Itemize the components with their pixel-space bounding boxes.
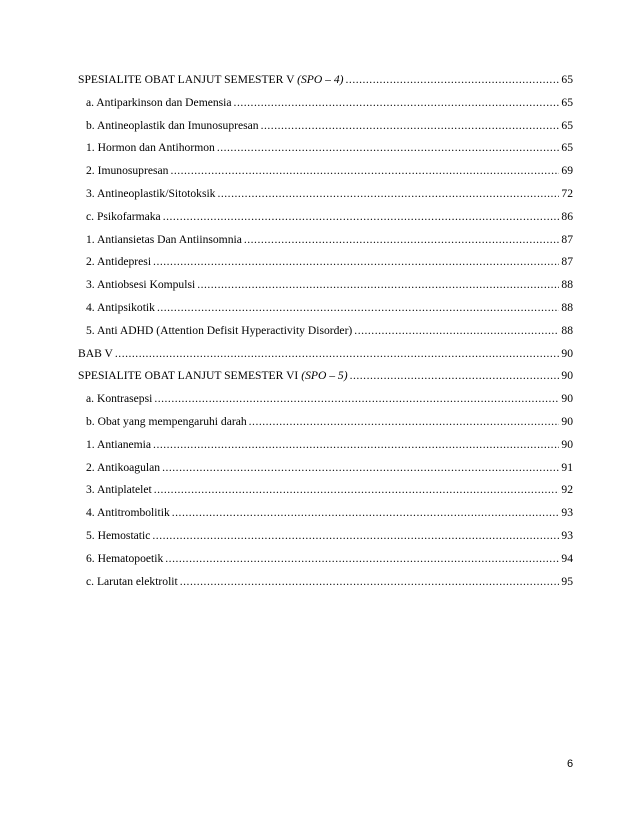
toc-entry-page: 65 [561,118,573,132]
dot-leader [261,115,560,138]
dot-leader [152,525,559,548]
toc-entry[interactable] [78,206,573,229]
toc-entry-page: 69 [561,164,573,178]
toc-entry-title: 4. Antipsikotik [86,300,155,314]
toc-entry[interactable] [78,251,573,274]
toc-entry-title: BAB V [78,346,113,360]
dot-leader [163,206,560,229]
dot-leader [346,69,560,92]
toc-entry-title: 2. Imunosupresan [86,164,169,178]
toc-entry-title: SPESIALITE OBAT LANJUT SEMESTER VI (SPO – 5) [78,369,348,383]
dot-leader [154,388,559,411]
toc-entry-title: b. Antineoplastik dan Imunosupresan [86,118,259,132]
toc-entry-title: 6. Hematopoetik [86,551,164,565]
toc-entry-page: 90 [561,346,573,360]
toc-entry[interactable] [78,343,573,366]
toc-entry-page: 95 [561,574,573,588]
dot-leader [249,411,560,434]
toc-entry[interactable] [78,69,573,92]
toc-entry[interactable] [78,411,573,434]
dot-leader [154,479,560,502]
dot-leader [162,457,559,480]
toc-entry-page: 93 [561,506,573,520]
toc-entry-title: 1. Hormon dan Antihormon [86,141,215,155]
toc-entry-page: 65 [561,73,573,86]
toc-entry[interactable] [78,137,573,160]
toc-entry-title: 1. Antiansietas Dan Antiinsomnia [86,232,242,246]
toc-entry-page: 87 [561,255,573,269]
dot-leader [153,434,559,457]
dot-leader [234,92,560,115]
toc-entry-page: 86 [561,209,573,223]
dot-leader [180,571,560,594]
toc-entry-title: 2. Antikoagulan [86,460,161,474]
dot-leader [172,502,560,525]
toc-entry-title: 3. Antiobsesi Kompulsi [86,278,196,292]
toc-entry-page: 94 [561,551,573,565]
toc-entry[interactable] [78,365,573,388]
toc-entry[interactable] [78,502,573,525]
toc-entry-page: 93 [561,528,573,542]
toc-entry[interactable] [78,525,573,548]
toc-entry[interactable] [78,457,573,480]
dot-leader [115,343,560,366]
page-number: 6 [567,758,574,770]
toc-entry-page: 87 [561,232,573,246]
dot-leader [170,160,559,183]
toc-entry-page: 88 [561,278,573,292]
toc-entry[interactable] [78,183,573,206]
toc-entry-page: 90 [561,414,573,428]
toc-entry-page: 90 [561,369,573,383]
dot-leader [217,183,559,206]
dot-leader [165,548,559,571]
toc-entry-title: c. Larutan elektrolit [86,574,178,588]
toc-entry-title: SPESIALITE OBAT LANJUT SEMESTER V (SPO – 4) [78,73,344,86]
dot-leader [217,137,560,160]
toc-entry-title: 3. Antineoplastik/Sitotoksik [86,186,216,200]
toc-entry[interactable] [78,434,573,457]
toc-entry-title: c. Psikofarmaka [86,209,161,223]
toc-entry[interactable] [78,92,573,115]
table-of-contents [78,69,573,593]
toc-entry[interactable] [78,479,573,502]
toc-entry[interactable] [78,320,573,343]
toc-entry[interactable] [78,388,573,411]
dot-leader [244,229,560,252]
toc-entry-page: 90 [561,437,573,451]
toc-entry-page: 88 [561,300,573,314]
toc-entry-title: 5. Anti ADHD (Attention Defisit Hyperactivity Disorder) [86,323,353,337]
dot-leader [197,274,559,297]
toc-entry-page: 91 [561,460,573,474]
toc-entry-title: 1. Antianemia [86,437,152,451]
toc-entry-title: a. Antiparkinson dan Demensia [86,95,232,109]
toc-entry-title: 5. Hemostatic [86,528,151,542]
toc-entry-title: a. Kontrasepsi [86,392,153,406]
toc-entry-page: 90 [561,392,573,406]
toc-entry[interactable] [78,160,573,183]
toc-entry[interactable] [78,115,573,138]
dot-leader [350,365,560,388]
toc-entry-page: 88 [561,323,573,337]
toc-entry[interactable] [78,548,573,571]
toc-entry-title: 4. Antitrombolitik [86,506,170,520]
toc-entry[interactable] [78,297,573,320]
toc-entry-title: b. Obat yang mempengaruhi darah [86,414,247,428]
dot-leader [157,297,559,320]
toc-entry-title: 3. Antiplatelet [86,483,152,497]
toc-entry-page: 65 [561,95,573,109]
toc-entry[interactable] [78,571,573,594]
toc-entry-page: 72 [561,186,573,200]
dot-leader [354,320,559,343]
toc-entry-page: 92 [561,483,573,497]
dot-leader [153,251,559,274]
toc-entry-title: 2. Antidepresi [86,255,152,269]
toc-entry[interactable] [78,274,573,297]
toc-entry[interactable] [78,229,573,252]
toc-entry-page: 65 [561,141,573,155]
